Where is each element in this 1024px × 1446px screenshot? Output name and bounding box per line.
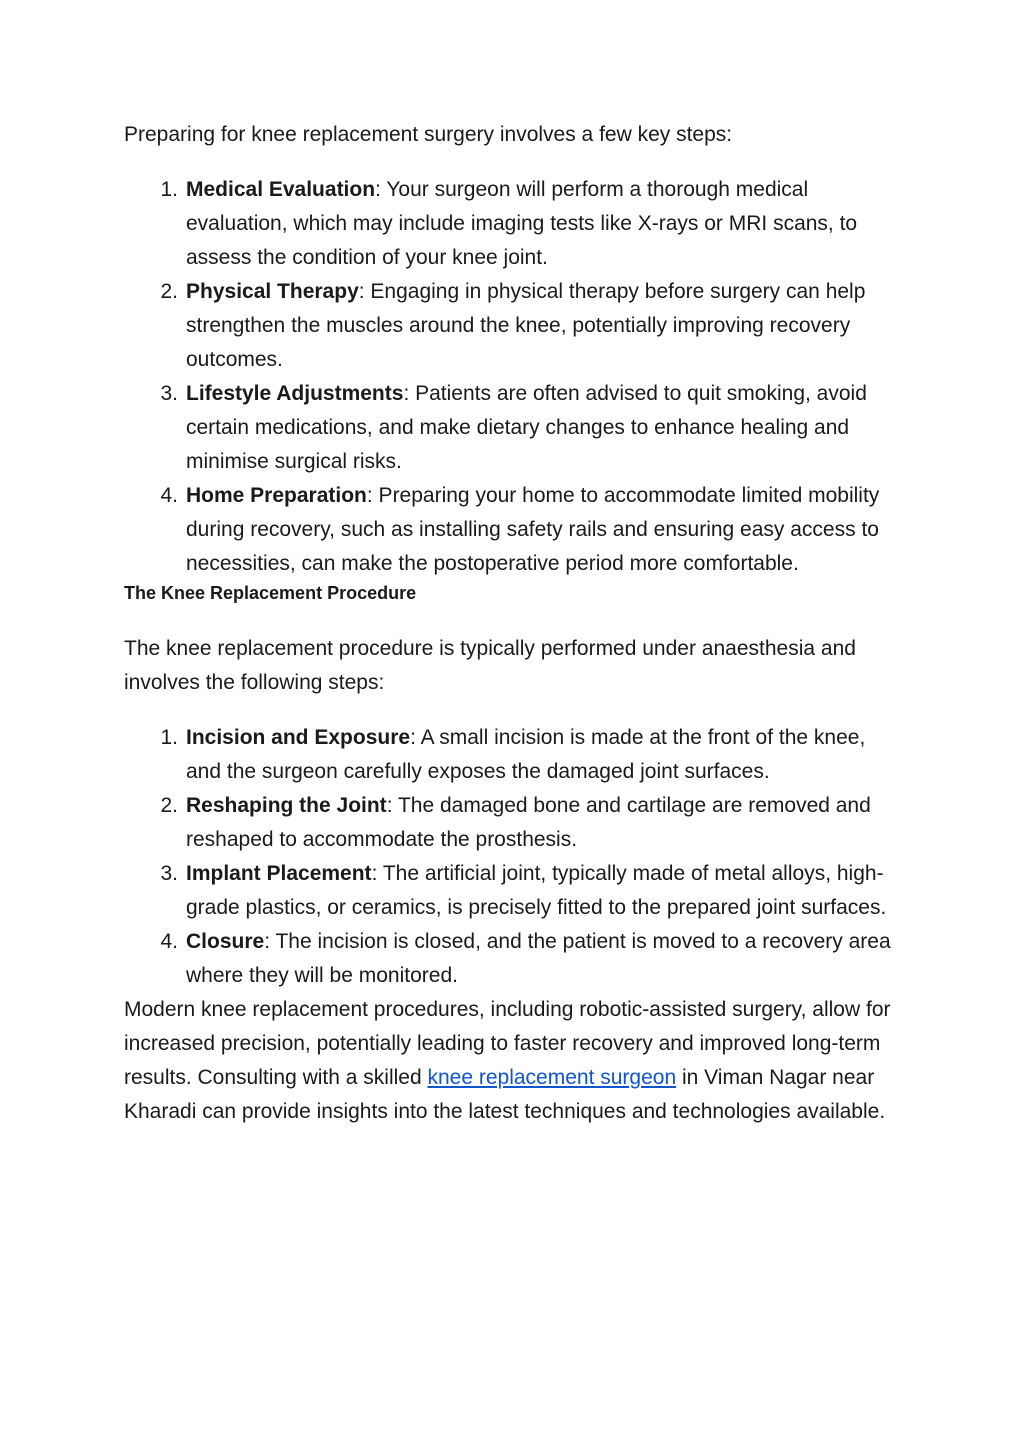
list-number: 3. (160, 382, 178, 405)
step-term: Lifestyle Adjustments (186, 382, 404, 405)
procedure-intro-paragraph: The knee replacement procedure is typically performed under anaesthesia and involves the following steps: (124, 637, 856, 694)
section-heading: The Knee Replacement Procedure (124, 583, 417, 603)
list-number: 2. (160, 280, 178, 303)
list-item (160, 479, 904, 581)
step-text: : Patients are often advised to quit smoking, avoid certain medications, and make dietary changes to enhance healing and minimise surgical risks. (186, 382, 867, 473)
list-item (160, 721, 904, 789)
list-item (160, 173, 904, 275)
step-term: Incision and Exposure (186, 726, 411, 749)
list-number: 4. (160, 930, 178, 953)
step-term: Closure (186, 930, 265, 953)
step-term: Home Preparation (186, 484, 367, 507)
step-text: : The damaged bone and cartilage are removed and reshaped to accommodate the prosthesis. (186, 794, 871, 851)
step-text: : Preparing your home to accommodate limited mobility during recovery, such as installing safety rails and ensuring easy access to necessities, can make the postoperative period more comfortable. (186, 484, 880, 575)
closing-text-after-link: in Viman Nagar near Kharadi can provide insights into the latest techniques and technologies available. (124, 1066, 886, 1123)
step-term: Physical Therapy (186, 280, 359, 303)
list-item (160, 925, 904, 993)
list-number: 2. (160, 794, 178, 817)
closing-text-before-link: Modern knee replacement procedures, including robotic-assisted surgery, allow for increased precision, potentially leading to faster recovery and improved long-term results. Consulting with a skilled (124, 998, 891, 1089)
step-text: : The incision is closed, and the patient is moved to a recovery area where they will be monitored. (186, 930, 891, 987)
preparation-steps-list (124, 173, 904, 581)
list-item (160, 275, 904, 377)
step-text: : Your surgeon will perform a thorough medical evaluation, which may include imaging tests like X-rays or MRI scans, to assess the condition of your knee joint. (186, 178, 858, 269)
list-item (160, 377, 904, 479)
document-page (124, 118, 904, 1129)
closing-paragraph (124, 993, 904, 1129)
list-item (160, 789, 904, 857)
step-term: Medical Evaluation (186, 178, 376, 201)
intro-paragraph: Preparing for knee replacement surgery involves a few key steps: (124, 123, 733, 146)
procedure-steps-list (124, 721, 904, 993)
list-item (160, 857, 904, 925)
step-text: : Engaging in physical therapy before surgery can help strengthen the muscles around the knee, potentially improving recovery outcomes. (186, 280, 866, 371)
step-text: : The artificial joint, typically made of metal alloys, high-grade plastics, or ceramics, is precisely fitted to the prepared joint surfaces. (186, 862, 887, 919)
step-term: Reshaping the Joint (186, 794, 387, 817)
step-text: : A small incision is made at the front of the knee, and the surgeon carefully exposes the damaged joint surfaces. (186, 726, 866, 783)
list-number: 4. (160, 484, 178, 507)
step-term: Implant Placement (186, 862, 372, 885)
list-number: 1. (160, 726, 178, 749)
list-number: 1. (160, 178, 178, 201)
list-number: 3. (160, 862, 178, 885)
knee-replacement-surgeon-link[interactable]: knee replacement surgeon (427, 1066, 677, 1089)
